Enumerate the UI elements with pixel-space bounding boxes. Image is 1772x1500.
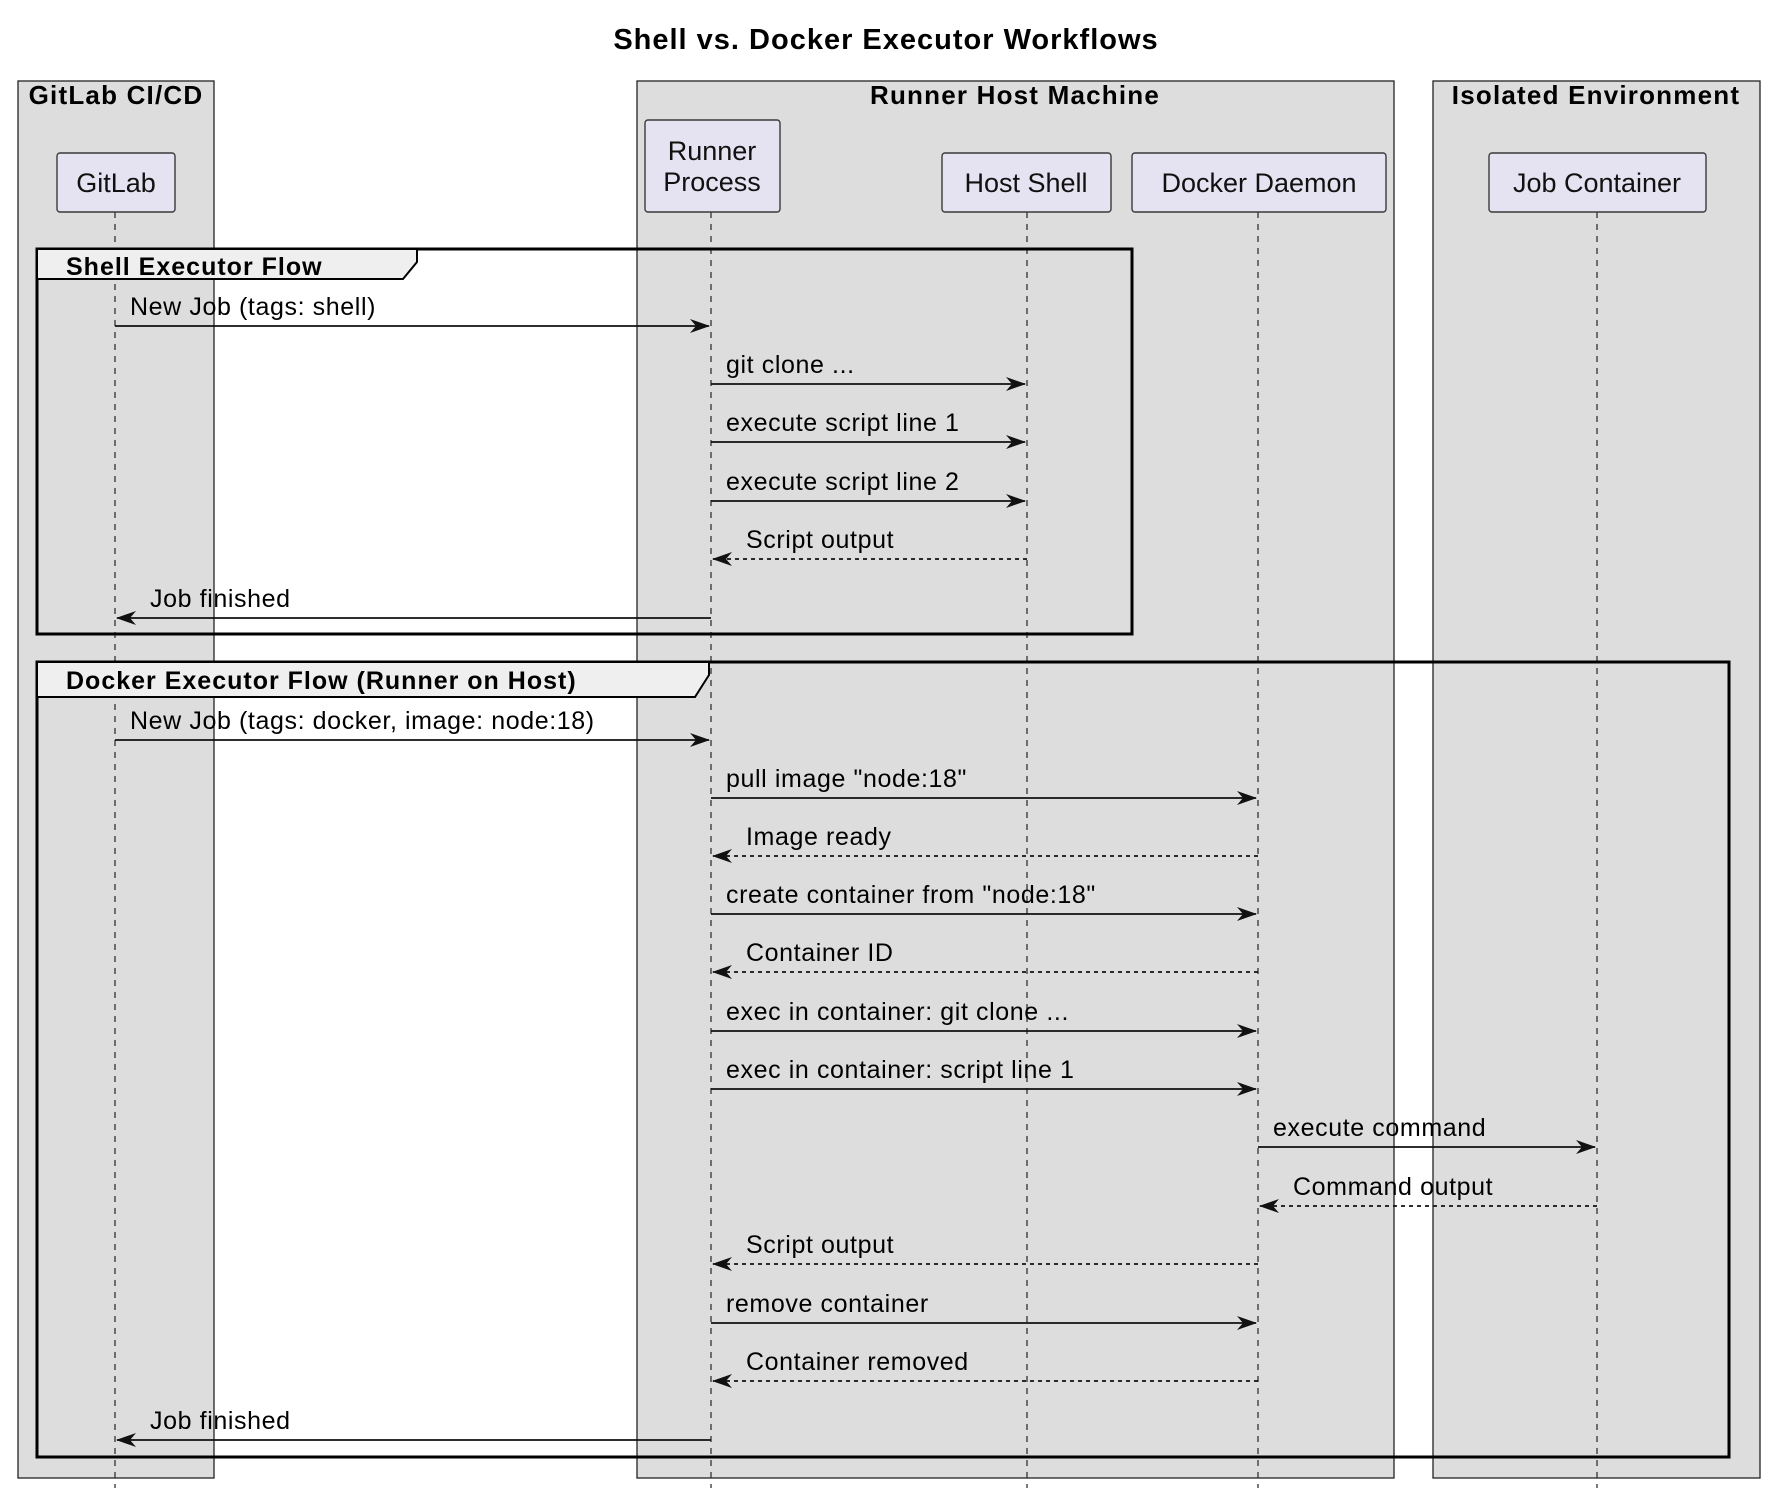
message-label: create container from "node:18" — [726, 881, 1096, 909]
participant-label: Host Shell — [964, 168, 1088, 198]
participant-label: Docker Daemon — [1161, 168, 1357, 198]
participant-label: Process — [663, 167, 761, 197]
box-title-isolated-environment: Isolated Environment — [1451, 80, 1741, 110]
participant-docker-daemon — [1132, 153, 1386, 212]
message-label: remove container — [726, 1290, 929, 1318]
message-label: Image ready — [746, 823, 892, 851]
message-label: Job finished — [150, 585, 291, 613]
message-label: New Job (tags: shell) — [130, 293, 377, 321]
frame-label: Shell Executor Flow — [66, 253, 323, 281]
message-label: execute command — [1273, 1114, 1487, 1142]
message-label: git clone ... — [726, 351, 855, 379]
box-title-runner-host-machine: Runner Host Machine — [869, 80, 1161, 110]
message-label: Command output — [1293, 1173, 1494, 1201]
participant-gitlab — [57, 153, 175, 212]
participant-label: GitLab — [76, 168, 156, 198]
message-label: pull image "node:18" — [726, 765, 968, 793]
message-label: exec in container: git clone ... — [726, 998, 1069, 1026]
participant-runner-process — [645, 120, 780, 212]
message-label: exec in container: script line 1 — [726, 1056, 1075, 1084]
message-label: Container ID — [746, 939, 894, 967]
participant-host-shell — [942, 153, 1111, 212]
message-label: New Job (tags: docker, image: node:18) — [130, 707, 595, 735]
participant-label: Runner — [667, 136, 757, 166]
box-title-gitlab-ci-cd: GitLab CI/CD — [28, 80, 204, 110]
message-label: execute script line 1 — [726, 409, 960, 437]
box-gitlab-ci-cd — [18, 80, 214, 1478]
message-label: execute script line 2 — [726, 468, 960, 496]
diagram-title: Shell vs. Docker Executor Workflows — [613, 24, 1159, 56]
frame-label: Docker Executor Flow (Runner on Host) — [66, 667, 577, 695]
message-label: Script output — [746, 526, 895, 554]
participant-job-container — [1489, 153, 1706, 212]
message-label: Container removed — [746, 1348, 969, 1376]
message-label: Script output — [746, 1231, 895, 1259]
participant-label: Job Container — [1512, 168, 1682, 198]
message-label: Job finished — [150, 1407, 291, 1435]
